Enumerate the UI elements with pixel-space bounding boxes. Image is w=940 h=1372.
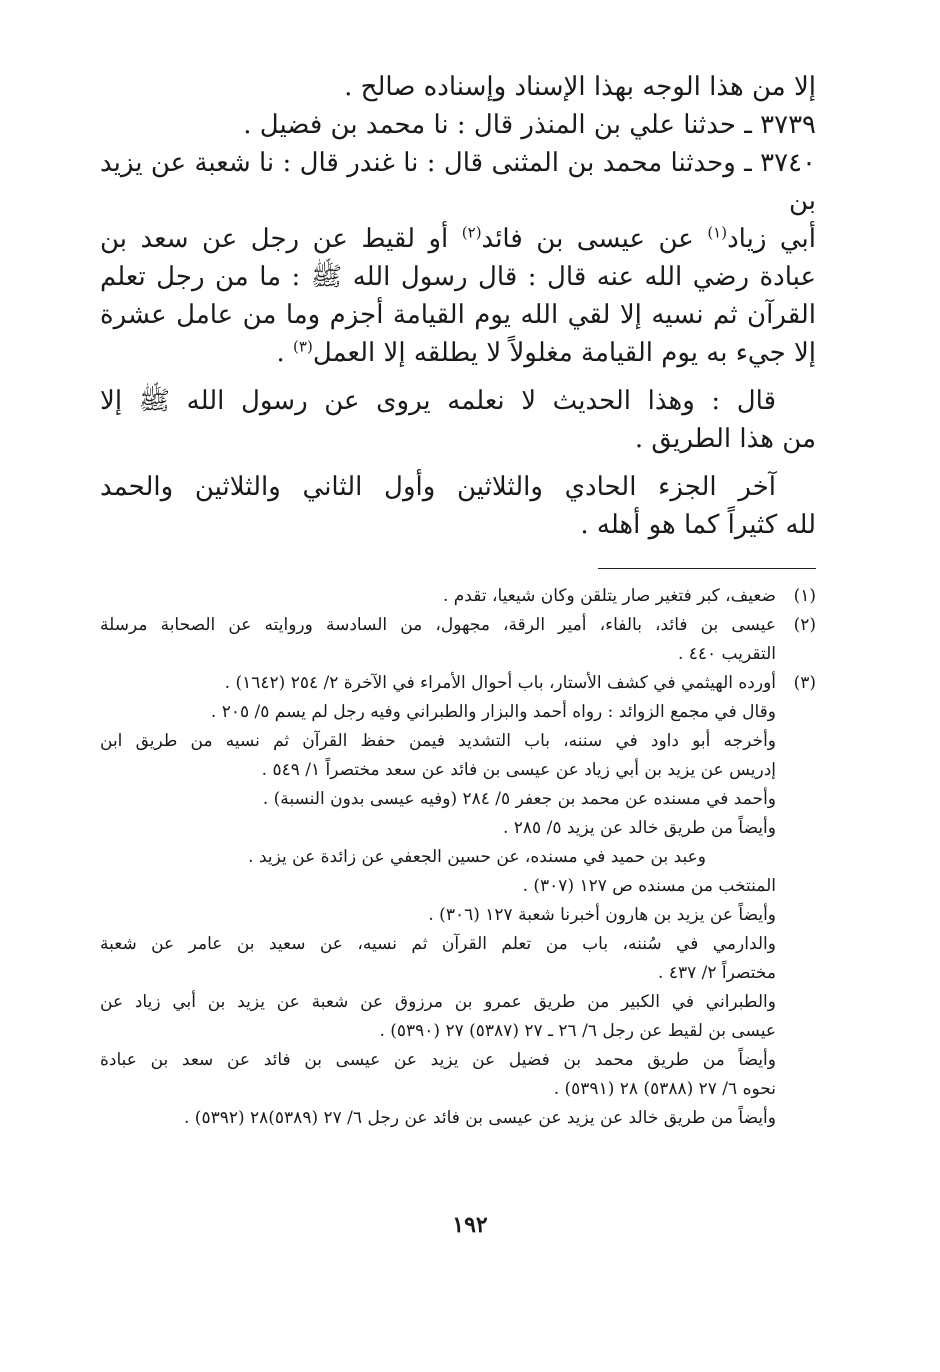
closing-paragraph	[100, 468, 816, 544]
footnote-divider	[598, 568, 816, 569]
text-span: عن عيسى بن فائد	[481, 224, 708, 254]
text-span: إلا من هذا الوجه بهذا الإسناد وإسناده صالح .	[344, 72, 816, 102]
text-span: من هذا الطريق .	[634, 424, 816, 454]
text-span: آخر الجزء الحادي والثلاثين وأول الثاني والثلاثين والحمد	[100, 472, 776, 502]
text-span: عبادة رضي الله عنه قال : قال رسول الله ﷺ : ما من رجل تعلم	[100, 262, 816, 292]
footnote-line: التقريب ٤٤٠ .	[677, 644, 776, 664]
footnote-2	[100, 611, 816, 669]
text-line	[100, 468, 816, 506]
footnote-body	[100, 611, 776, 669]
footnote-marker[interactable]: (١)	[707, 223, 728, 242]
footnote-line: وأيضاً من طريق خالد عن يزيد ٥/ ٢٨٥ .	[502, 818, 776, 838]
text-line	[100, 334, 816, 372]
footnote-marker[interactable]: (٣)	[293, 337, 313, 356]
comment-paragraph	[100, 382, 816, 458]
footnote-number: (١)	[793, 586, 816, 606]
footnote-line: مختصراً ٢/ ٤٣٧ .	[658, 963, 776, 983]
footnote-line: نحوه ٦/ ٢٧ (٥٣٨٨) ٢٨ (٥٣٩١) .	[553, 1079, 776, 1099]
hadith-3739	[100, 106, 816, 144]
page-number: ١٩٢	[452, 1212, 488, 1238]
footnote-line: إدريس عن يزيد بن أبي زياد عن عيسى بن فائد عن سعد مختصراً ١/ ٥٤٩ .	[261, 760, 776, 780]
main-text	[100, 68, 816, 544]
footnote-line: وأيضاً من طريق خالد عن يزيد عن عيسى بن فائد عن رجل ٦/ ٢٧ (٥٣٨٩)٢٨ (٥٣٩٢) .	[183, 1108, 776, 1128]
text-span: لله كثيراً كما هو أهله .	[580, 510, 816, 540]
text-span: ٣٧٤٠ ـ وحدثنا محمد بن المثنى قال : نا غندر قال : نا شعبة عن يزيد بن	[100, 148, 816, 216]
text-span: ٣٧٣٩ ـ حدثنا علي بن المنذر قال : نا محمد بن فضيل .	[243, 110, 816, 140]
footnote-line: ضعيف، كبر فتغير صار يتلقن وكان شيعيا، تقدم .	[442, 586, 776, 606]
text-line	[100, 220, 816, 258]
text-line	[100, 68, 816, 106]
footnote-number: (٣)	[793, 673, 816, 693]
text-span: .	[276, 338, 294, 368]
footnote-line: وأيضاً من طريق محمد بن فضيل عن يزيد عن عيسى بن فائد عن سعد بن عبادة	[100, 1050, 776, 1070]
text-span: قال : وهذا الحديث لا نعلمه يروى عن رسول الله ﷺ إلا	[100, 386, 776, 416]
footnote-line: وأخرجه أبو داود في سننه، باب التشديد فيمن حفظ القرآن ثم نسيه من طريق ابن	[100, 731, 776, 751]
footnote-line: وعبد بن حميد في مسنده، عن حسين الجعفي عن زائدة عن يزيد .	[248, 847, 706, 867]
footnote-line: المنتخب من مسنده ص ١٢٧ (٣٠٧) .	[522, 876, 776, 896]
text-line	[100, 420, 816, 458]
text-line	[100, 144, 816, 220]
footnote-1	[100, 582, 816, 611]
footnote-line: عيسى بن لقيط عن رجل ٦/ ٢٦ ـ ٢٧ (٥٣٨٧) ٢٧ (٥٣٩٠) .	[379, 1021, 776, 1041]
footnote-line: وأحمد في مسنده عن محمد بن جعفر ٥/ ٢٨٤ (وفيه عيسى بدون النسبة) .	[262, 789, 776, 809]
footnote-body	[100, 669, 776, 1133]
text-span: إلا جيء به يوم القيامة مغلولاً لا يطلقه إلا العمل	[312, 338, 816, 368]
footnote-line: والطبراني في الكبير من طريق عمرو بن مرزوق عن شعبة عن يزيد بن أبي زياد عن	[100, 992, 776, 1012]
text-span: القرآن ثم نسيه إلا لقي الله يوم القيامة أجزم وما من عامل عشرة	[100, 300, 816, 330]
footnote-line: وقال في مجمع الزوائد : رواه أحمد والبزار والطبراني وفيه رجل لم يسم ٥/ ٢٠٥ .	[210, 702, 776, 722]
footnote-line: عيسى بن فائد، بالفاء، أمير الرقة، مجهول، من السادسة وروايته عن الصحابة مرسلة	[100, 615, 776, 635]
footnote-line: والدارمي في سُننه، باب من تعلم القرآن ثم نسيه، عن سعيد بن عامر عن شعبة	[100, 934, 776, 954]
text-line	[100, 296, 816, 334]
footnotes	[100, 582, 816, 1133]
footnote-line: وأيضاً عن يزيد بن هارون أخبرنا شعبة ١٢٧ (٣٠٦) .	[428, 905, 776, 925]
footnote-line: أورده الهيثمي في كشف الأستار، باب أحوال الأمراء في الآخرة ٢/ ٢٥٤ (١٦٤٢) .	[224, 673, 776, 693]
text-span: أو لقيط عن رجل عن سعد بن	[100, 224, 462, 254]
hadith-3740	[100, 144, 816, 372]
footnote-marker[interactable]: (٢)	[461, 223, 482, 242]
text-line	[100, 258, 816, 296]
text-line	[100, 382, 816, 420]
footnote-body	[100, 582, 776, 611]
text-line	[100, 506, 816, 544]
footnote-number: (٢)	[793, 615, 816, 635]
footnote-3	[100, 669, 816, 1133]
text-span: أبي زياد	[727, 224, 817, 254]
